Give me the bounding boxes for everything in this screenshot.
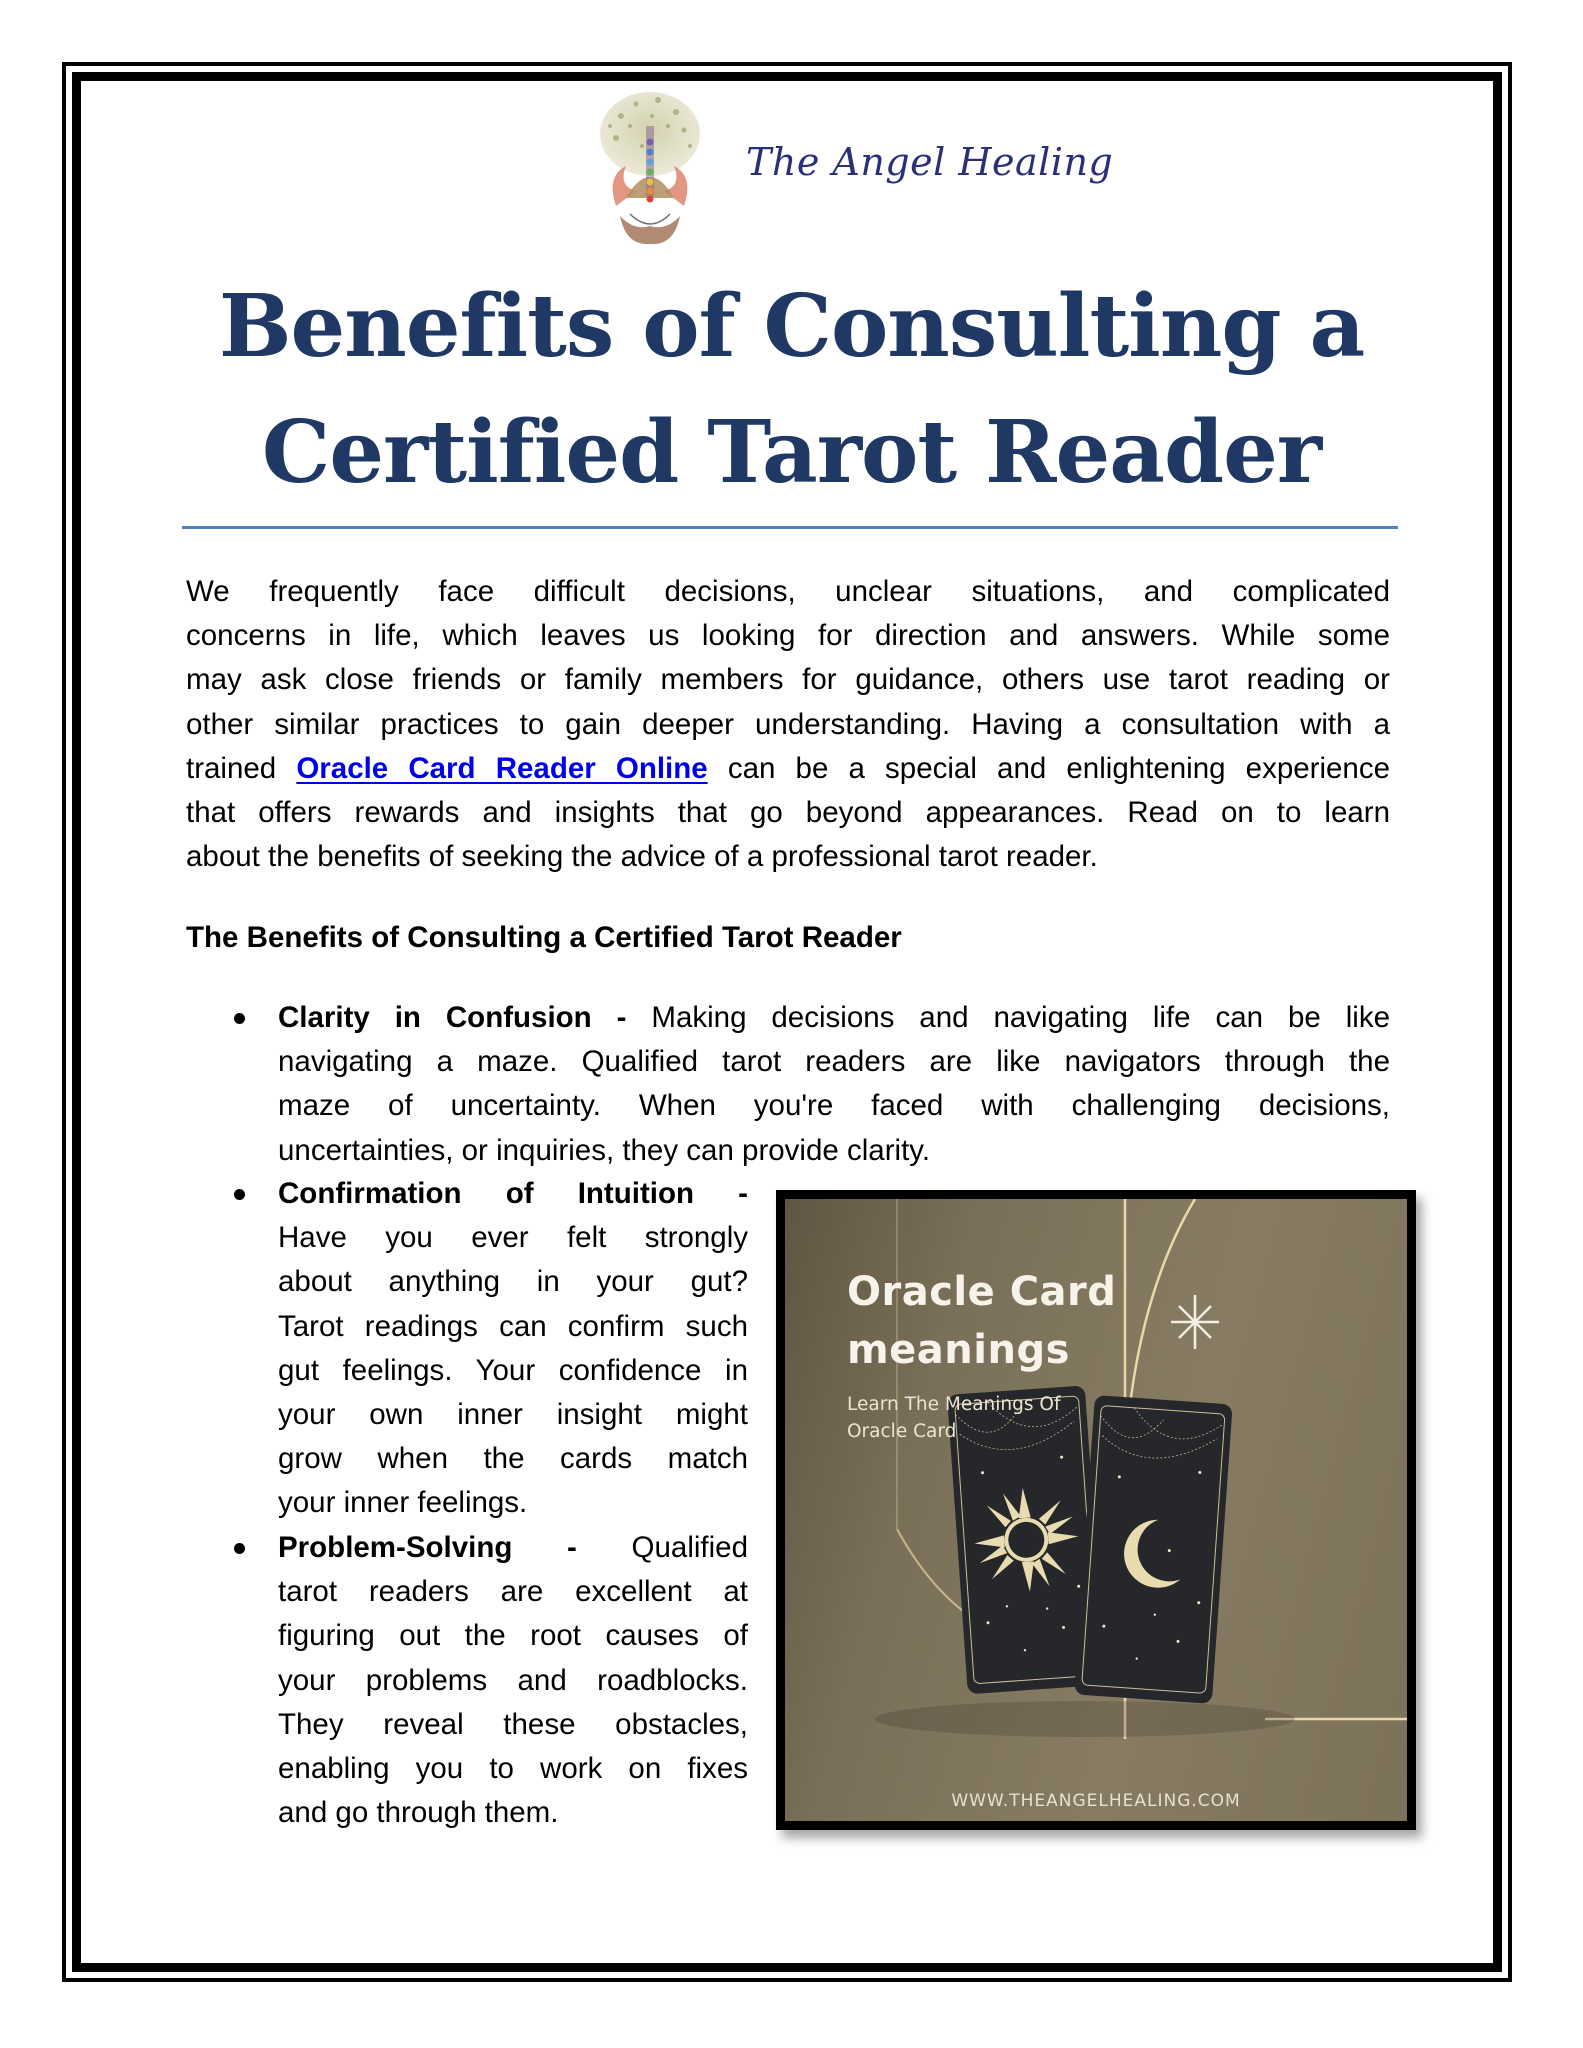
bullet-line <box>278 1526 748 1570</box>
bullet-line: tarot readers are excellent at <box>278 1575 748 1609</box>
intro-text: trained <box>186 751 297 785</box>
intro-line: that offers rewards and insights that go beyond appearances. Read on to learn <box>186 795 1390 829</box>
intro-line-with-link <box>186 747 1390 791</box>
tree-chakra-emblem-icon <box>596 86 704 252</box>
logo-text: The Angel Healing <box>746 140 1114 184</box>
bullet-line: grow when the cards match <box>278 1442 748 1476</box>
bullet-title: Confirmation of Intuition - <box>278 1177 748 1210</box>
promo-title <box>847 1263 1116 1379</box>
intro-line: other similar practices to gain deeper understanding. Having a consultation with a <box>186 707 1390 741</box>
bullet-line <box>278 1172 748 1216</box>
section-heading: The Benefits of Consulting a Certified Tarot Reader <box>186 921 902 954</box>
page-title-line-1: Benefits of Consulting a <box>218 276 1365 377</box>
intro-line: We frequently face difficult decisions, unclear situations, and complicated <box>186 575 1390 608</box>
intro-line: may ask close friends or family members for guidance, others use tarot reading or <box>186 663 1390 697</box>
bullet-line <box>278 996 1390 1040</box>
promo-subtitle-line: Oracle Card <box>847 1421 957 1442</box>
bullet-dot-icon <box>234 1013 245 1024</box>
moon-card-icon <box>1074 1395 1233 1704</box>
page-title-line-2: Certified Tarot Reader <box>261 402 1322 503</box>
bullet-text <box>278 1172 748 1526</box>
bullet-line-rest: Making decisions and navigating life can be like <box>626 1001 1390 1034</box>
bullet-line: uncertainties, or inquiries, they can provide clarity. <box>278 1133 931 1167</box>
bullet-line: your own inner insight might <box>278 1397 748 1431</box>
intro-text: can be a special and enlightening experience <box>707 751 1390 785</box>
bullet-line: gut feelings. Your confidence in <box>278 1353 748 1387</box>
bullet-line: your problems and roadblocks. <box>278 1663 748 1697</box>
bullet-line: your inner feelings. <box>278 1486 528 1520</box>
bullet-line: figuring out the root causes of <box>278 1619 748 1653</box>
bullet-line: navigating a maze. Qualified tarot readers are like navigators through the <box>278 1045 1390 1079</box>
promo-website-url: WWW.THEANGELHEALING.COM <box>951 1791 1241 1811</box>
bullet-text <box>278 996 1390 1173</box>
bullet-line-rest: Qualified <box>576 1531 748 1564</box>
bullet-dot-icon <box>234 1543 245 1554</box>
bullet-line: and go through them. <box>278 1796 559 1830</box>
intro-line: about the benefits of seeking the advice of a professional tarot reader. <box>186 840 1098 874</box>
sparkle-icon <box>1171 1295 1219 1349</box>
bullet-line: about anything in your gut? <box>278 1265 748 1299</box>
intro-paragraph <box>186 570 1390 879</box>
oracle-card-reader-link[interactable]: Oracle Card Reader Online <box>296 751 708 785</box>
bullet-line: Tarot readings can confirm such <box>278 1309 748 1343</box>
logo <box>596 86 1114 252</box>
bullet-title: Clarity in Confusion - <box>278 1001 627 1034</box>
bullet-line: maze of uncertainty. When you're faced with challenging decisions, <box>278 1089 1390 1123</box>
promo-subtitle <box>847 1391 1060 1445</box>
promo-title-line: Oracle Card <box>847 1269 1117 1315</box>
bullet-title: Problem-Solving - <box>278 1531 577 1564</box>
bullet-dot-icon <box>234 1189 245 1200</box>
promo-subtitle-line: Learn The Meanings Of <box>847 1394 1061 1415</box>
bullet-line: They reveal these obstacles, <box>278 1707 748 1741</box>
promo-title-line: meanings <box>847 1327 1070 1373</box>
intro-line: concerns in life, which leaves us looking for direction and answers. While some <box>186 619 1390 653</box>
oracle-card-promo-image <box>776 1190 1416 1830</box>
bullet-line: enabling you to work on fixes <box>278 1751 748 1785</box>
bullet-text <box>278 1526 748 1835</box>
title-divider <box>182 526 1398 529</box>
bullet-line: Have you ever felt strongly <box>278 1221 748 1255</box>
